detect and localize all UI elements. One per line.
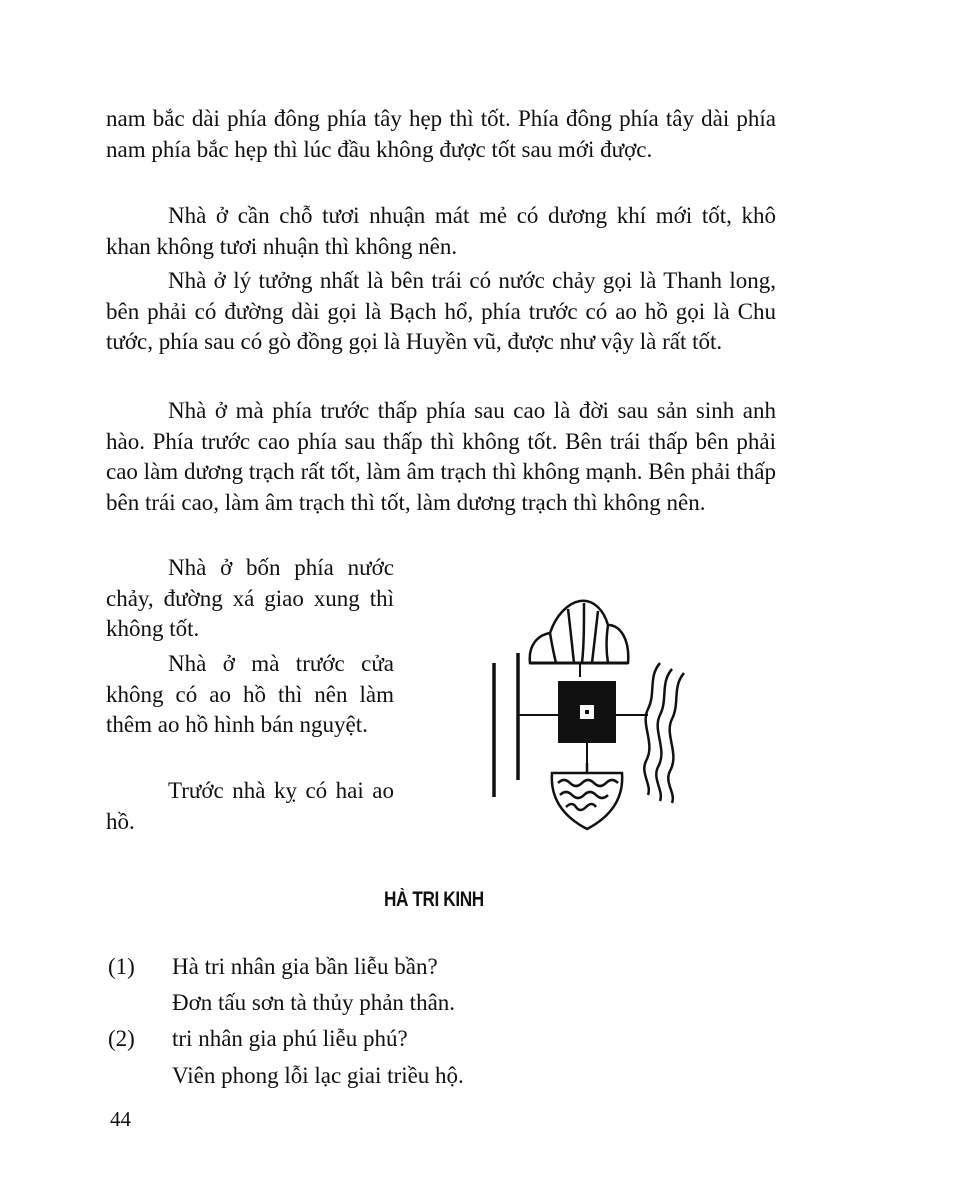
side-paragraph-2: Nhà ở mà trước cửa không có ao hồ thì nên làm thêm ao hồ hình bán nguyệt. [106,651,394,737]
paragraph-4: Nhà ở mà phía trước thấp phía sau cao là đời sau sản sinh anh hào. Phía trước cao phía sau thấp thì không tốt. Bên trái thấp bên phải cao làm dương trạch rất tốt, làm âm trạch thì không mạnh. Bên phải thấp bên trái cao, làm âm trạch thì tốt, làm dương trạch thì không nên. [106,398,776,515]
verse-line: Đơn tấu sơn tà thủy phản thân. [172,990,456,1015]
verse-line: tri nhân gia phú liễu phú? [172,1026,408,1051]
verse-number: (2) [108,1026,135,1051]
verse-line: Hà tri nhân gia bần liễu bần? [172,954,438,979]
paragraph-3: Nhà ở lý tưởng nhất là bên trái có nước chảy gọi là Thanh long, bên phải có đường dài gọi là Bạch hổ, phía trước có ao hồ gọi là Chu tước, phía sau có gò đồng gọi là Huyền vũ, được như vậy là rất tốt. [106,268,776,354]
side-paragraph-3: Trước nhà kỵ có hai ao hồ. [106,778,394,834]
verse-number: (1) [108,954,135,979]
page-number: 44 [110,1107,131,1131]
house-drawing [518,681,648,763]
water-flow-drawing [644,663,684,803]
paragraph-1: nam bắc dài phía đông phía tây hẹp thì tốt. Phía đông phía tây dài phía nam phía bắc hẹp thì lúc đầu không được tốt sau mới được. [106,106,776,162]
mountain-drawing [530,601,629,677]
paragraph-2: Nhà ở cần chỗ tươi nhuận mát mẻ có dương khí mới tốt, khô khan không tươi nhuận thì không nên. [106,203,776,259]
pond-drawing [552,763,622,829]
side-paragraph-1: Nhà ở bốn phía nước chảy, đường xá giao xung thì không tốt. [106,555,394,641]
section-heading: HÀ TRI KINH [384,888,484,911]
road-drawing [494,653,518,797]
feng-shui-illustration [480,585,700,835]
verse-line: Viên phong lỗi lạc giai triều hộ. [172,1063,464,1088]
